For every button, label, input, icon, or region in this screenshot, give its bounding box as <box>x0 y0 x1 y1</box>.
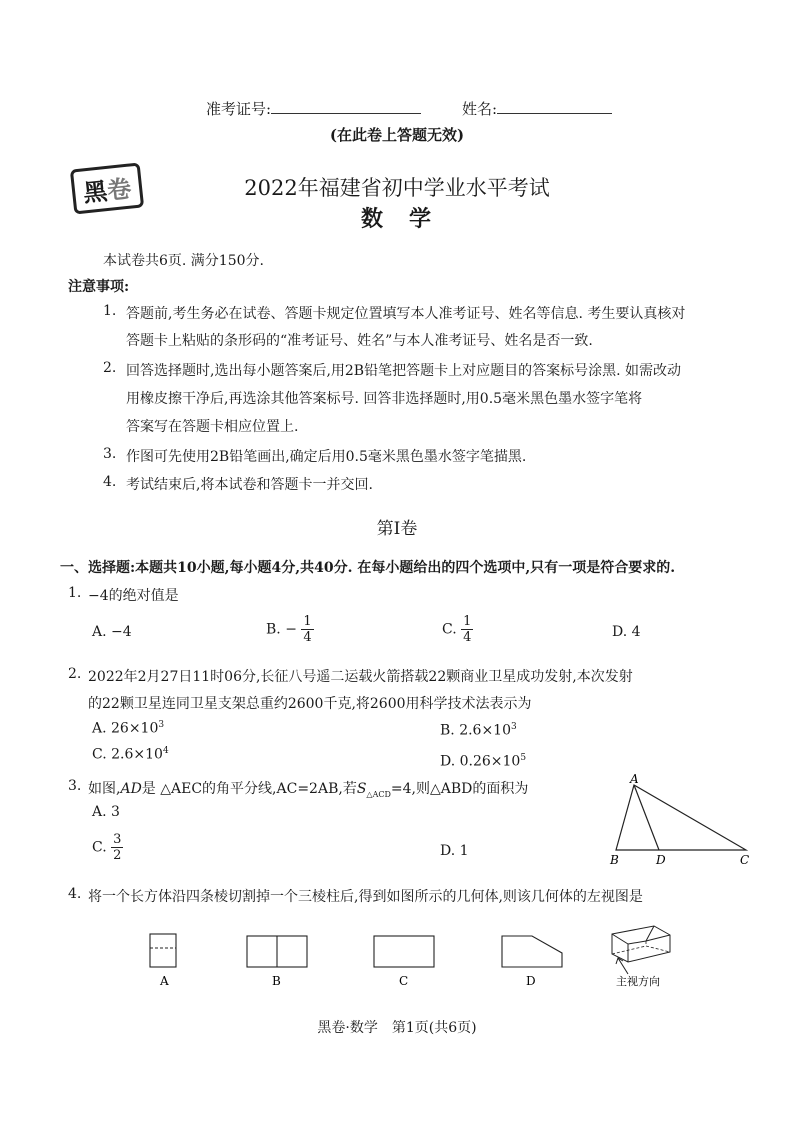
q1-b-fraction: $\frac{1}{4}$ <box>303 614 312 645</box>
q1-num: 1. <box>68 585 82 601</box>
exam-id-field: 准考证号: <box>206 98 421 119</box>
note-1-num: 1. <box>103 303 117 319</box>
q4-stem: 将一个长方体沿四条棱切割掉一个三棱柱后,得到如图所示的几何体,则该几何体的左视图是 <box>88 889 643 905</box>
label-b: B <box>610 853 619 867</box>
note-2-line3: 答案写在答题卡相应位置上. <box>126 419 299 435</box>
q4-label-a: A <box>160 974 169 988</box>
q1-option-c: C. $\frac{1}{4}$ <box>442 614 472 645</box>
q4-label-c: C <box>399 974 409 988</box>
q3-option-c: C. $\frac{3}{2}$ <box>92 832 122 863</box>
note-4-line1: 考试结束后,将本试卷和答题卡一并交回. <box>126 477 373 493</box>
q3-option-d: D. 1 <box>440 843 469 859</box>
q4-figures <box>140 922 740 992</box>
q3-triangle-figure <box>600 772 760 868</box>
note-2-num: 2. <box>103 360 117 376</box>
exam-title: 2022年福建省初中学业水平考试 <box>244 176 550 200</box>
note-2-line1: 回答选择题时,选出每小题答案后,用2B铅笔把答题卡上对应题目的答案标号涂黑. 如需改动 <box>126 363 681 379</box>
segment-ad <box>634 785 659 850</box>
q4-label-b: B <box>272 974 281 988</box>
q3-c-fraction: $\frac{3}{2}$ <box>113 832 122 863</box>
q1-option-a: A. −4 <box>92 624 132 640</box>
label-a: A <box>630 772 639 786</box>
q2-option-c: C. $2.6\times 10^4$ <box>92 746 169 763</box>
q4-option-a-figure <box>150 934 176 988</box>
q4-label-d: D <box>526 974 536 988</box>
name-field: 姓名: <box>462 98 612 119</box>
q4-num: 4. <box>68 886 82 902</box>
black-paper-stamp: 黑卷 <box>70 162 144 214</box>
q2-num: 2. <box>68 666 82 682</box>
note-1-line2: 答题卡上粘贴的条形码的“准考证号、姓名”与本人准考证号、姓名是否一致. <box>126 333 593 349</box>
q2-option-a: A. $26\times 10^3$ <box>92 720 165 737</box>
view-direction-arrow <box>618 958 628 974</box>
invalid-note: (在此卷上答题无效) <box>329 126 465 144</box>
notes-heading: 注意事项: <box>68 279 130 295</box>
q4-solid-figure <box>612 926 670 988</box>
label-d: D <box>656 853 666 867</box>
q2-line1: 2022年2月27日11时06分,长征八号遥二运载火箭搭载22颗商业卫星成功发射,本次发射 <box>88 669 633 685</box>
note-2-line2: 用橡皮擦干净后,再选涂其他答案标号. 回答非选择题时,用0.5毫米黑色墨水签字笔将 <box>126 391 643 407</box>
q2-line2: 的22颗卫星连同卫星支架总重约2600千克,将2600用科学技术法表示为 <box>88 696 532 712</box>
q2-option-d: D. $0.26\times 10^5$ <box>440 753 527 770</box>
name-underline <box>497 99 612 114</box>
part1-heading: 一、选择题:本题共10小题,每小题4分,共40分. 在每小题给出的四个选项中,只有一项是符合要求的. <box>60 560 676 576</box>
exam-id-underline <box>271 99 421 114</box>
subject-title: 数 学 <box>360 206 433 232</box>
intro-text: 本试卷共6页. 满分150分. <box>103 253 264 269</box>
label-c: C <box>740 853 750 867</box>
note-3-num: 3. <box>103 446 117 462</box>
note-1-line1: 答题前,考生务必在试卷、答题卡规定位置填写本人准考证号、姓名等信息. 考生要认真核对 <box>126 306 686 322</box>
q1-option-d: D. 4 <box>612 624 641 640</box>
triangle-abc <box>616 785 746 850</box>
q3-num: 3. <box>68 778 82 794</box>
section-title: 第Ⅰ卷 <box>376 519 418 539</box>
q4-option-b-figure <box>247 936 307 988</box>
q1-c-fraction: $\frac{1}{4}$ <box>463 614 472 645</box>
q3-stem: 如图,AD是 △AEC的角平分线,AC=2AB,若$S_{\triangle ACD}=4$,则△ABD的面积为 <box>88 781 529 799</box>
q3-option-a: A. 3 <box>92 804 120 820</box>
note-4-num: 4. <box>103 474 117 490</box>
q4-option-d-figure <box>502 936 562 988</box>
note-3-line1: 作图可先使用2B铅笔画出,确定后用0.5毫米黑色墨水签字笔描黑. <box>126 449 527 465</box>
page-footer: 黑卷·数学 第1页(共6页) <box>317 1020 477 1036</box>
q4-option-c-figure <box>374 936 434 988</box>
q1-stem: −4的绝对值是 <box>88 588 179 604</box>
q1-option-b: B. − $\frac{1}{4}$ <box>266 614 312 645</box>
q2-option-b: B. $2.6\times 10^3$ <box>440 722 517 739</box>
view-direction-label: 主视方向 <box>616 975 660 988</box>
